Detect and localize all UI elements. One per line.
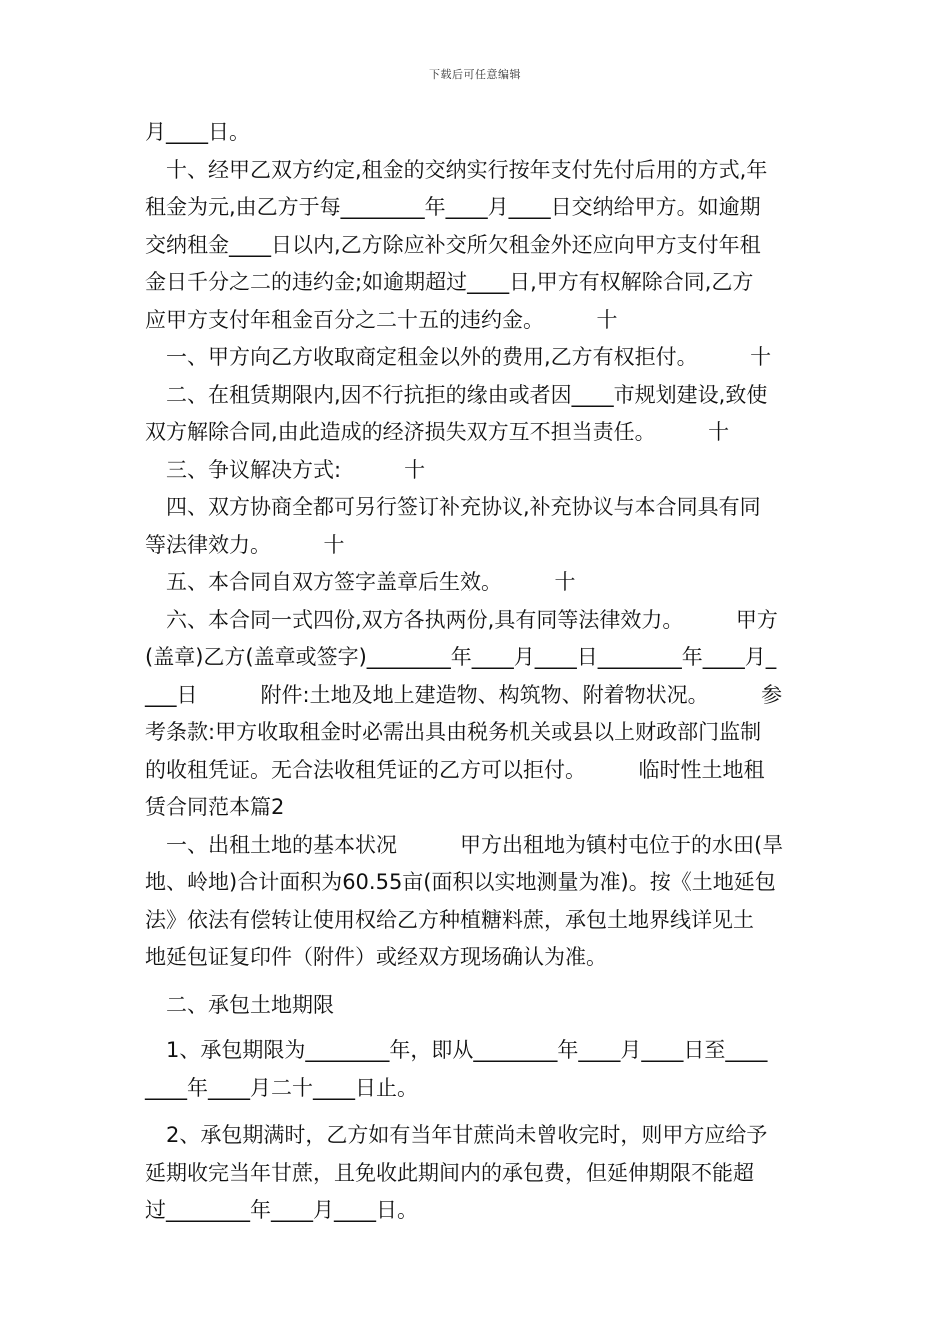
text-line: ___日 附件:土地及地上建造物、构筑物、附着物状况。 参 [145,682,783,707]
text-line: 延期收完当年甘蔗，且免收此期间内的承包费，但延伸期限不能超 [145,1160,754,1185]
text-line: 金日千分之二的违约金;如逾期超过____日,甲方有权解除合同,乙方 [145,270,754,294]
text-line: 租金为元,由乙方于每________年____月____日交纳给甲方。如逾期 [145,195,761,219]
text-line: 等法律效力。 十 [145,532,345,557]
document-body [145,114,810,1230]
section-title: 赁合同范本篇2 [145,795,285,819]
section-heading: 二、承包土地期限 [145,992,334,1017]
text-line: 三、争议解决方式: 十 [145,457,426,482]
text-line: 交纳租金____日以内,乙方除应补交所欠租金外还应向甲方支付年租 [145,232,761,257]
text-line: 1、承包期限为________年，即从________年____月____日至____ [145,1038,768,1062]
text-line: 的收租凭证。无合法收租凭证的乙方可以拒付。 临时性土地租 [145,757,765,782]
text-line: 应甲方支付年租金百分之二十五的违约金。 十 [145,307,618,332]
text-line: 法》依法有偿转让使用权给乙方种植糖料蔗，承包土地界线详见土 [145,907,754,932]
text-line: 地延包证复印件（附件）或经双方现场确认为准。 [145,945,607,969]
text-line: ____年____月二十____日止。 [145,1075,418,1100]
text-line: 过________年____月____日。 [145,1198,418,1222]
text-line: 二、在租赁期限内,因不行抗拒的缘由或者因____市规划建设,致使 [145,382,768,407]
text-line: 五、本合同自双方签字盖章后生效。 十 [145,570,576,594]
text-line: 地、岭地)合计面积为60.55亩(面积以实地测量为准)。按《土地延包 [145,870,776,894]
text-line: 双方解除合同,由此造成的经济损失双方互不担当责任。 十 [145,420,730,444]
text-line: 月____日。 [145,120,250,144]
text-line: 一、出租土地的基本状况 甲方出租地为镇村屯位于的水田(旱 [145,832,784,857]
text-line: 2、承包期满时，乙方如有当年甘蔗尚未曾收完时，则甲方应给予 [145,1123,768,1147]
text-line: 四、双方协商全都可另行签订补充协议,补充协议与本合同具有同 [145,495,761,519]
text-line: (盖章)乙方(盖章或签字)________年____月____日________年____月_ [145,645,777,669]
text-line: 一、甲方向乙方收取商定租金以外的费用,乙方有权拒付。 十 [145,345,772,369]
page-header: 下载后可任意编辑 [429,68,521,81]
text-line: 考条款:甲方收取租金时必需出具由税务机关或县以上财政部门监制 [145,720,762,744]
text-line: 六、本合同一式四份,双方各执两份,具有同等法律效力。 甲方 [145,607,778,632]
text-line: 十、经甲乙双方约定,租金的交纳实行按年支付先付后用的方式,年 [145,157,768,182]
